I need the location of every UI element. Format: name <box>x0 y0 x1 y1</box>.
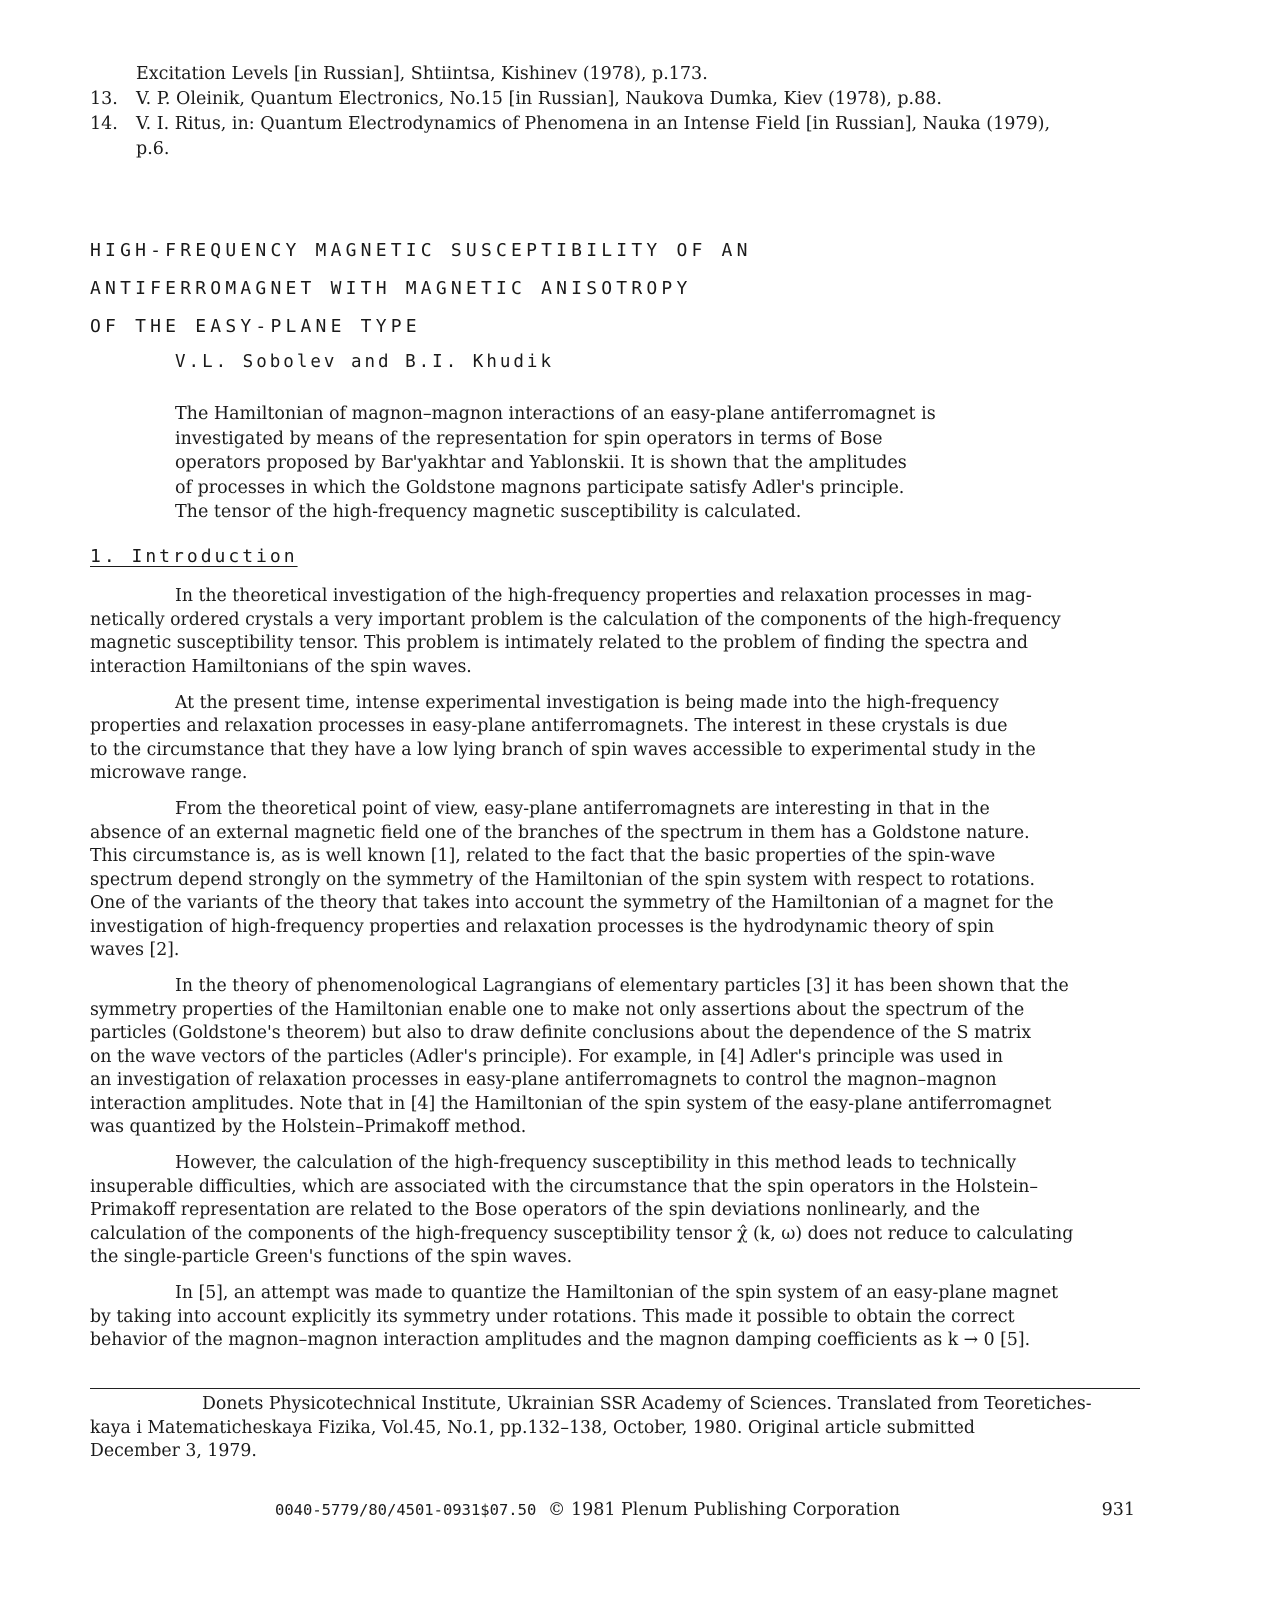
abstract-line: The Hamiltonian of magnon–magnon interactions of an easy-plane antiferromagnet is <box>175 404 936 424</box>
paragraph-line: was quantized by the Holstein–Primakoff method. <box>90 1117 527 1137</box>
reference-14-continuation: p.6. <box>136 139 170 159</box>
paragraph-line: investigation of high-frequency properties and relaxation processes is the hydrodynamic theory of spin <box>90 916 995 937</box>
paragraph-line: insuperable difficulties, which are associated with the circumstance that the spin operators in the Holstein– <box>90 1176 1039 1197</box>
section-heading-introduction: 1. Introduction <box>90 546 298 567</box>
paragraph-line: particles (Goldstone's theorem) but also to draw definite conclusions about the dependence of the S matrix <box>90 1023 1032 1043</box>
paragraph-line: behavior of the magnon–magnon interaction amplitudes and the magnon damping coefficients as k → 0 [5]. <box>90 1330 1031 1350</box>
paragraph-line: properties and relaxation processes in easy-plane antiferromagnets. The interest in these crystals is due <box>90 716 1008 736</box>
abstract-line: investigated by means of the representation for spin operators in terms of Bose <box>175 428 883 449</box>
title-line: ANTIFERROMAGNET WITH MAGNETIC ANISOTROPY <box>90 278 692 299</box>
paragraph-line: This circumstance is, as is well known [1], related to the fact that the basic properties of the spin-wave <box>90 846 996 866</box>
paragraph-line: netically ordered crystals a very important problem is the calculation of the components of the high-frequency <box>90 609 1061 630</box>
abstract-line: operators proposed by Bar'yakhtar and Yablonskii. It is shown that the amplitudes <box>175 453 907 473</box>
paragraph <box>90 585 1155 679</box>
paragraph-line: In the theoretical investigation of the high-frequency properties and relaxation processes in mag- <box>175 586 1032 606</box>
paragraph-line: the single-particle Green's functions of the spin waves. <box>90 1247 573 1267</box>
paragraph <box>90 1152 1155 1270</box>
paragraph-line: In the theory of phenomenological Lagrangians of elementary particles [3] it has been shown that the <box>175 976 1069 996</box>
footnote-divider <box>90 1388 1140 1389</box>
paragraph-line: waves [2]. <box>90 940 180 960</box>
page-footer <box>275 1500 1135 1520</box>
abstract-line: The tensor of the high-frequency magnetic susceptibility is calculated. <box>175 502 802 522</box>
paragraph-line: on the wave vectors of the particles (Adler's principle). For example, in [4] Adler's principle was used in <box>90 1046 1004 1067</box>
footnote-line: Donets Physicotechnical Institute, Ukrainian SSR Academy of Sciences. Translated from Teoretiches- <box>202 1394 1092 1414</box>
article-title <box>90 232 752 346</box>
paragraph-line: to the circumstance that they have a low lying branch of spin waves accessible to experimental study in the <box>90 739 1036 760</box>
article-body <box>90 585 1155 1365</box>
references-continuation <box>90 62 1150 162</box>
article-code: 0040-5779/80/4501-0931$07.50 <box>275 1501 537 1519</box>
paragraph-line: However, the calculation of the high-frequency susceptibility in this method leads to technically <box>175 1153 1017 1173</box>
paragraph-line: From the theoretical point of view, easy-plane antiferromagnets are interesting in that in the <box>175 799 990 819</box>
title-line: OF THE EASY-PLANE TYPE <box>90 316 421 337</box>
paragraph <box>90 1282 1155 1353</box>
paragraph-line: by taking into account explicitly its symmetry under rotations. This made it possible to obtain the correct <box>90 1306 1015 1327</box>
paragraph-line: magnetic susceptibility tensor. This problem is intimately related to the problem of finding the spectra and <box>90 633 1028 653</box>
reference-number: 13. <box>90 89 118 109</box>
footnote-line: kaya i Matematicheskaya Fizika, Vol.45, No.1, pp.132–138, October, 1980. Original article submitted <box>90 1417 975 1438</box>
reference-text: V. I. Ritus, in: Quantum Electrodynamics of Phenomena in an Intense Field [in Russian], Nauka (1979), <box>136 114 1051 134</box>
paragraph-line: One of the variants of the theory that takes into account the symmetry of the Hamiltonian of a magnet for the <box>90 893 1054 913</box>
footnote <box>90 1393 1150 1464</box>
paragraph-line: calculation of the components of the high-frequency susceptibility tensor χ̂ (k, ω) does not reduce to calculating <box>90 1223 1074 1244</box>
reference-12-continuation: Excitation Levels [in Russian], Shtiintsa, Kishinev (1978), p.173. <box>136 64 708 84</box>
abstract-line: of processes in which the Goldstone magnons participate satisfy Adler's principle. <box>175 477 905 498</box>
paragraph-line: an investigation of relaxation processes in easy-plane antiferromagnets to control the magnon–magnon <box>90 1070 997 1090</box>
publisher-line: © 1981 Plenum Publishing Corporation <box>547 1500 901 1520</box>
paragraph-line: microwave range. <box>90 763 248 783</box>
footnote-line: December 3, 1979. <box>90 1441 257 1461</box>
page-number: 931 <box>1101 1500 1135 1520</box>
paragraph-line: absence of an external magnetic field one of the branches of the spectrum in them has a Goldstone nature. <box>90 822 1030 843</box>
paragraph-line: interaction Hamiltonians of the spin waves. <box>90 656 472 677</box>
paragraph-line: symmetry properties of the Hamiltonian enable one to make not only assertions about the spectrum of the <box>90 999 1025 1020</box>
paragraph-line: spectrum depend strongly on the symmetry of the Hamiltonian of the spin system with respect to rotations. <box>90 869 1036 890</box>
authors: V.L. Sobolev and B.I. Khudik <box>175 352 555 372</box>
reference-number: 14. <box>90 114 118 134</box>
paragraph-line: At the present time, intense experimental investigation is being made into the high-frequency <box>175 692 999 713</box>
reference-text: V. P. Oleinik, Quantum Electronics, No.15 [in Russian], Naukova Dumka, Kiev (1978), p.88. <box>136 89 942 109</box>
paragraph <box>90 692 1155 786</box>
paragraph <box>90 798 1155 963</box>
paragraph-line: interaction amplitudes. Note that in [4] the Hamiltonian of the spin system of the easy-plane antiferromagnet <box>90 1093 1052 1114</box>
reference-13 <box>90 87 1150 112</box>
reference-14 <box>90 112 1150 137</box>
abstract <box>175 402 1045 525</box>
paragraph-line: Primakoff representation are related to the Bose operators of the spin deviations nonlinearly, and the <box>90 1200 980 1220</box>
title-line: HIGH-FREQUENCY MAGNETIC SUSCEPTIBILITY OF AN <box>90 240 752 261</box>
paragraph <box>90 975 1155 1140</box>
paragraph-line: In [5], an attempt was made to quantize the Hamiltonian of the spin system of an easy-plane magnet <box>175 1283 1059 1303</box>
